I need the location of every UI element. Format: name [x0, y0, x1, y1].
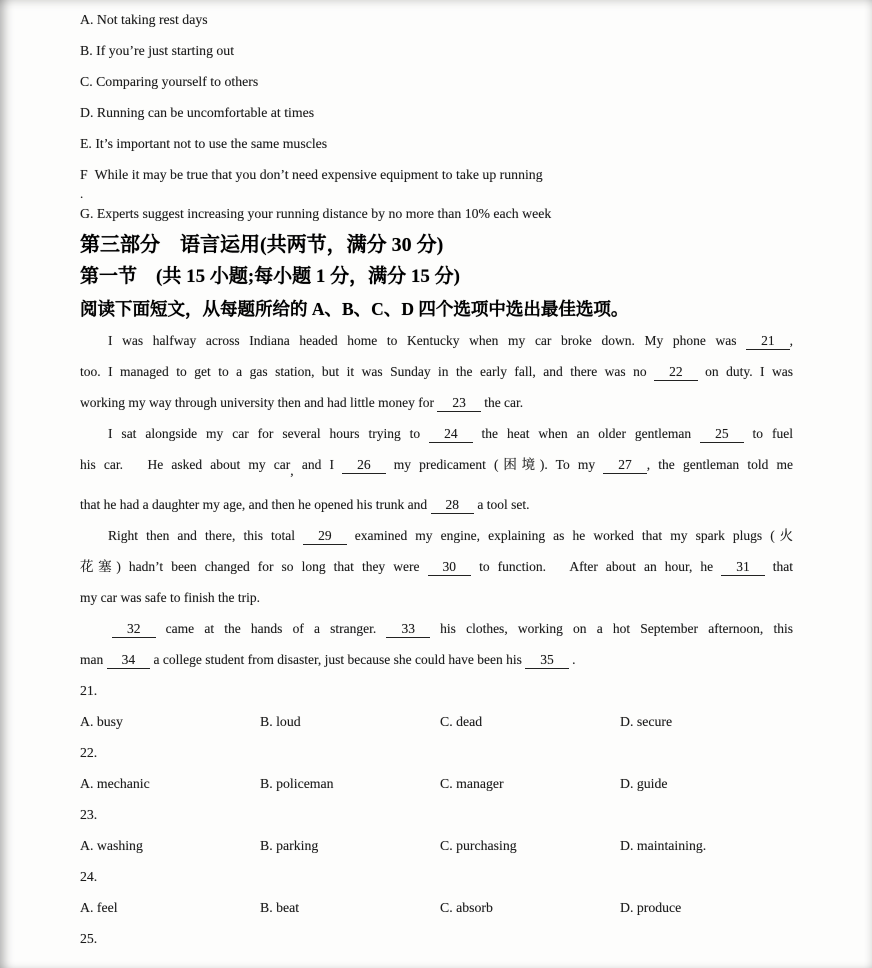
answer-option-g: G. Experts suggest increasing your running distance by no more than 10% each week: [80, 206, 552, 221]
dropped-comma: ,: [290, 463, 294, 478]
answer-option-d: D. Running can be uncomfortable at times: [80, 105, 315, 120]
choices-row-22: [80, 768, 793, 799]
choices-row-24: [80, 892, 793, 923]
line-gap: [80, 480, 793, 489]
cloze-blank-31: 31: [721, 559, 765, 576]
passage-line: too. I managed to get to a gas station, but it was Sunday in the early fall, and there was no 22 on duty. I was: [80, 364, 793, 379]
passage-line: man 34 a college student from disaster, just because she could have been his 35 .: [80, 652, 576, 667]
choice-cell-24a: A. feel: [80, 900, 118, 915]
passage-line: working my way through university then and had little money for 23 the car.: [80, 395, 524, 410]
question-number-23: 23.: [80, 807, 98, 822]
choice-cell-23c: C. purchasing: [440, 838, 517, 853]
cloze-blank-25: 25: [700, 426, 744, 443]
answer-option-f: F While it may be true that you don’t need expensive equipment to take up running: [80, 167, 543, 182]
section-header-part3: 第三部分 语言运用(共两节，满分 30 分): [80, 234, 444, 256]
passage-line: his car. He asked about my car, and I 26 my predicament (困境). To my 27 , the gentleman told me: [80, 449, 793, 480]
cloze-blank-22: 22: [654, 364, 698, 381]
passage-line: I was halfway across Indiana headed home to Kentucky when my car broke down. My phone was 21 ,: [108, 333, 793, 348]
cloze-blank-23: 23: [437, 395, 481, 412]
cloze-blank-26: 26: [342, 457, 386, 474]
question-number-24: 24.: [80, 869, 98, 884]
choice-cell-22d: D. guide: [620, 776, 668, 791]
choice-cell-22c: C. manager: [440, 776, 504, 791]
choices-row-23: [80, 830, 793, 861]
choice-cell-24b: B. beat: [260, 900, 300, 915]
choice-cell-21a: A. busy: [80, 714, 123, 729]
choice-cell-21c: C. dead: [440, 714, 483, 729]
cloze-blank-24: 24: [429, 426, 473, 443]
choice-cell-21b: B. loud: [260, 714, 301, 729]
passage-line: I sat alongside my car for several hours trying to 24 the heat when an older gentleman 25 to fuel: [108, 426, 793, 441]
choice-cell-22a: A. mechanic: [80, 776, 150, 791]
passage-line: 花塞) hadn’t been changed for so long that they were 30 to function. After about an hour, he 31 that: [80, 559, 793, 574]
passage-line: 32 came at the hands of a stranger. 33 his clothes, working on a hot September afternoon, this: [80, 613, 793, 644]
choice-cell-23a: A. washing: [80, 838, 143, 853]
passage-line: Right then and there, this total 29 examined my engine, explaining as he worked that my spark plugs (火: [108, 528, 793, 543]
choice-cell-23d: D. maintaining.: [620, 838, 707, 853]
choice-cell-21d: D. secure: [620, 714, 673, 729]
passage-line: that he had a daughter my age, and then he opened his trunk and 28 a tool set.: [80, 497, 530, 512]
cloze-blank-29: 29: [303, 528, 347, 545]
answer-option-c: C. Comparing yourself to others: [80, 74, 259, 89]
section-header-section1: 第一节 (共 15 小题;每小题 1 分，满分 15 分): [80, 266, 460, 287]
answer-option-b: B. If you’re just starting out: [80, 43, 235, 58]
question-number-22: 22.: [80, 745, 98, 760]
choice-cell-23b: B. parking: [260, 838, 319, 853]
choice-cell-24d: D. produce: [620, 900, 682, 915]
question-number-21: 21.: [80, 683, 98, 698]
cloze-blank-34: 34: [107, 652, 151, 669]
cloze-blank-30: 30: [428, 559, 472, 576]
choice-cell-22b: B. policeman: [260, 776, 334, 791]
cloze-blank-27: 27: [603, 457, 647, 474]
cloze-blank-28: 28: [431, 497, 475, 514]
passage-line: my car was safe to finish the trip.: [80, 590, 260, 605]
choices-row-21: [80, 706, 793, 737]
answer-option-e: E. It’s important not to use the same muscles: [80, 136, 328, 151]
stray-period-under-f: .: [80, 186, 84, 201]
choice-cell-24c: C. absorb: [440, 900, 493, 915]
cloze-instruction: 阅读下面短文，从每题所给的 A、B、C、D 四个选项中选出最佳选项。: [80, 299, 629, 319]
cloze-blank-33: 33: [386, 621, 430, 638]
cloze-blank-32: 32: [112, 621, 156, 638]
answer-option-a: A. Not taking rest days: [80, 12, 208, 27]
cloze-blank-35: 35: [525, 652, 569, 669]
cloze-blank-21: 21: [746, 333, 790, 350]
question-number-25: 25.: [80, 931, 98, 946]
